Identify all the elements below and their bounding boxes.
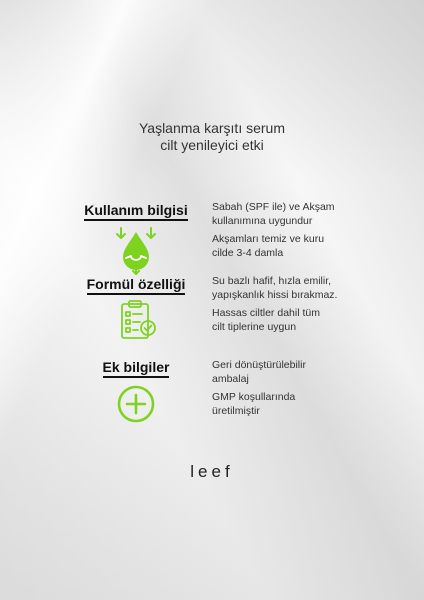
section-title-ek-bilgiler: Ek bilgiler	[76, 359, 196, 378]
clipboard-check-icon	[118, 298, 158, 347]
brand-logo: leef	[190, 462, 234, 481]
headline	[0, 120, 424, 154]
plus-circle-icon	[116, 384, 156, 429]
section-title-kullanim: Kullanım bilgisi	[76, 202, 196, 221]
section-title-formul: Formül özelliği	[76, 276, 196, 295]
headline-line-2: cilt yenileyici etki	[160, 137, 264, 153]
usage-text-2: Akşamları temiz ve kuru cilde 3-4 damla	[212, 233, 325, 259]
formula-text-2: Hassas ciltler dahil tüm cilt tiplerine uygun	[212, 307, 320, 333]
formula-text-1: Su bazlı hafif, hızla emilir, yapışkanlık hissi bırakmaz.	[212, 275, 338, 301]
extra-text-2: GMP koşullarında üretilmiştir	[212, 391, 296, 417]
headline-line-1: Yaşlanma karşıtı serum	[138, 120, 285, 136]
water-drop-icon	[112, 225, 160, 280]
usage-text-1: Sabah (SPF ile) ve Akşam kullanımına uygundur	[212, 201, 335, 227]
extra-text-1: Geri dönüştürülebilir ambalaj	[212, 359, 306, 385]
